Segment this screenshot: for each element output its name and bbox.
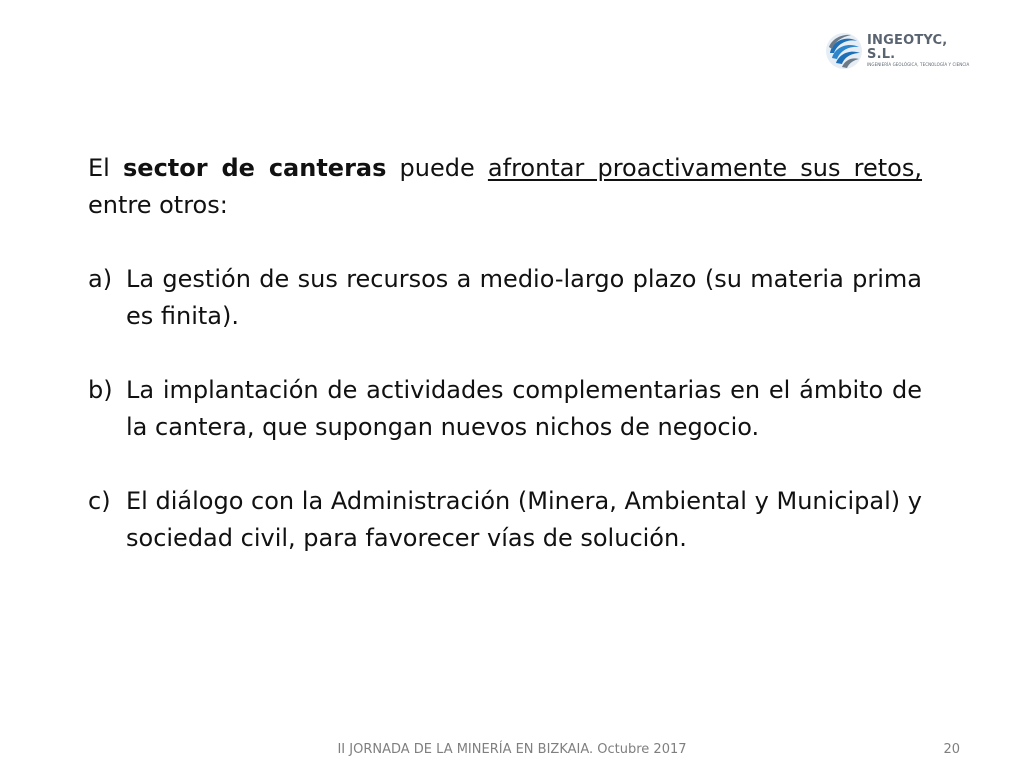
list-item (88, 261, 922, 335)
intro-bold-text: sector de canteras (123, 154, 387, 182)
page-number: 20 (943, 742, 960, 757)
list-item-marker: a) (88, 265, 113, 293)
intro-underlined-text: afrontar proactivamente sus retos, (487, 154, 923, 182)
slide-content (88, 150, 922, 594)
list-item-text: El diálogo con la Administración (Minera, Ambiental y Municipal) y sociedad civil, para favorecer vías de solución. (126, 487, 922, 552)
list-item-marker: b) (88, 376, 113, 404)
intro-text-3: entre otros: (88, 191, 228, 219)
intro-text-1: El (88, 154, 123, 182)
list-item (88, 372, 922, 446)
list-item-marker: c) (88, 487, 111, 515)
company-logo (824, 30, 970, 72)
logo-tagline: INGENIERÍA GEOLÓGICA, TECNOLOGÍA Y CIENCIA (867, 62, 970, 67)
footer-text: II JORNADA DE LA MINERÍA EN BIZKAIA. Octubre 2017 (337, 742, 687, 757)
intro-text-2: puede (386, 154, 488, 182)
intro-paragraph (88, 150, 922, 224)
logo-name: INGEOTYC, S.L. (867, 33, 948, 62)
list-item-text: La implantación de actividades complementarias en el ámbito de la cantera, que supongan nuevos nichos de negocio. (126, 376, 922, 441)
list-item (88, 483, 922, 557)
list-item-text: La gestión de sus recursos a medio-largo plazo (su materia prima es finita). (126, 265, 922, 330)
swirl-logo-icon (824, 31, 864, 71)
